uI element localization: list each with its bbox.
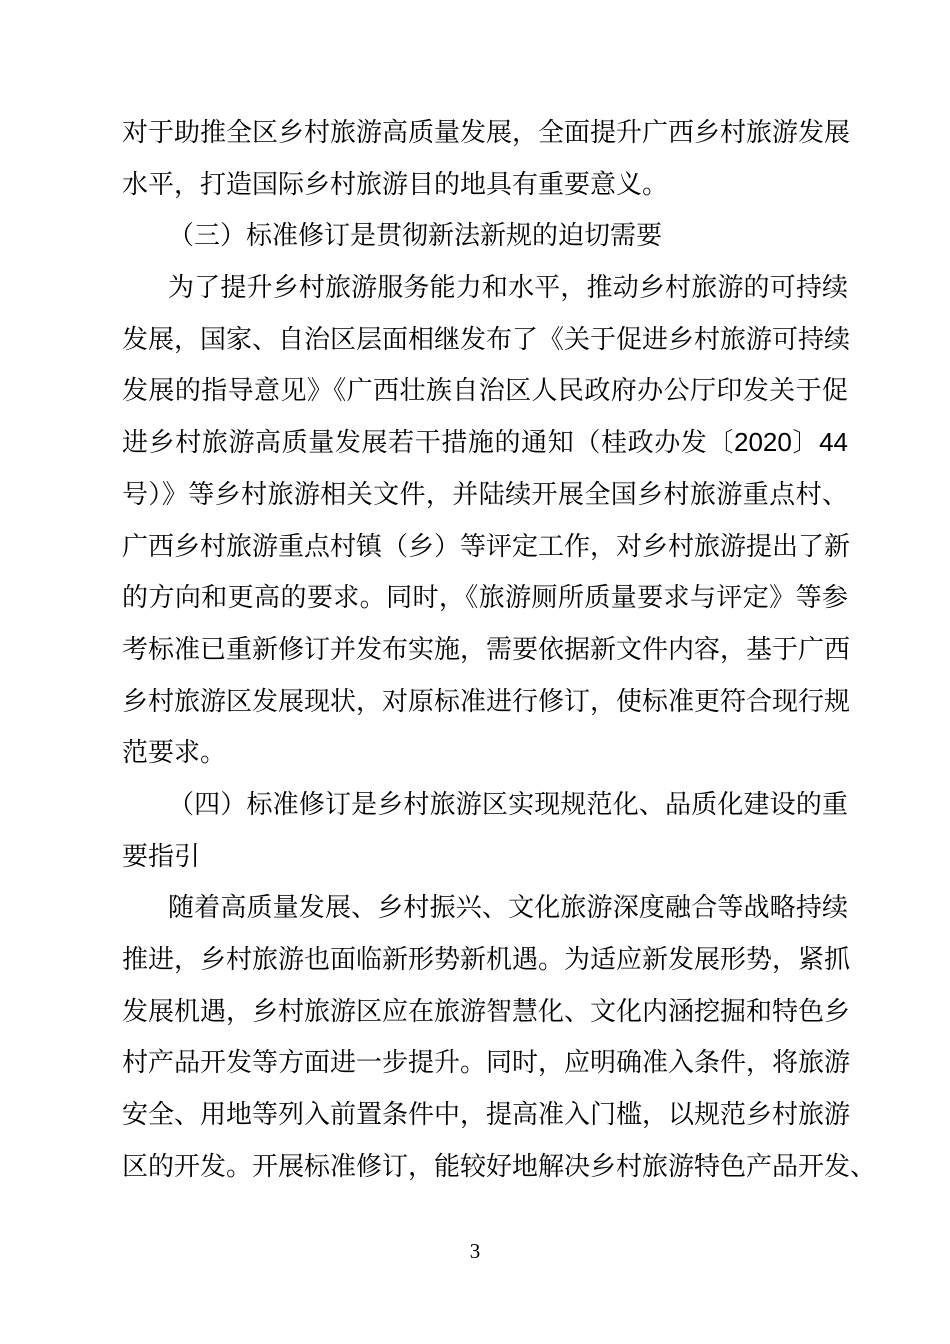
text-line: 随着高质量发展、乡村振兴、文化旅游深度融合等战略持续 bbox=[168, 892, 848, 923]
text-line: 村产品开发等方面进一步提升。同时，应明确准入条件，将旅游 bbox=[122, 1047, 851, 1078]
text-line: 发展，国家、自治区层面相继发布了《关于促进乡村旅游可持续 bbox=[122, 323, 851, 354]
heading-line: （三）标准修订是贯彻新法新规的迫切需要 bbox=[168, 220, 663, 251]
text-line: 进乡村旅游高质量发展若干措施的通知（桂政办发〔2020〕44 bbox=[122, 427, 848, 458]
heading-line: （四）标准修订是乡村旅游区实现规范化、品质化建设的重 bbox=[168, 788, 848, 819]
text-line: 推进，乡村旅游也面临新形势新机遇。为适应新发展形势，紧抓 bbox=[122, 944, 851, 974]
text-line: 安全、用地等列入前置条件中，提高准入门槛，以规范乡村旅游 bbox=[122, 1099, 851, 1130]
document-body bbox=[122, 107, 877, 1192]
text-line: 水平，打造国际乡村旅游目的地具有重要意义。 bbox=[122, 168, 669, 199]
text-line: 区的开发。开展标准修订，能较好地解决乡村旅游特色产品开发、 bbox=[122, 1150, 877, 1181]
text-line: 为了提升乡村旅游服务能力和水平，推动乡村旅游的可持续 bbox=[168, 272, 848, 303]
text-line: 发展的指导意见》《广西壮族自治区人民政府办公厅印发关于促 bbox=[122, 375, 848, 406]
text-line: 的方向和更高的要求。同时，《旅游厕所质量要求与评定》等参 bbox=[122, 582, 848, 613]
text-line: 对于助推全区乡村旅游高质量发展，全面提升广西乡村旅游发展 bbox=[122, 117, 851, 147]
page-number: 3 bbox=[469, 1239, 481, 1263]
text-line: 乡村旅游区发展现状，对原标准进行修订，使标准更符合现行规 bbox=[122, 685, 851, 716]
text-line: 考标准已重新修订并发布实施，需要依据新文件内容，基于广西 bbox=[122, 633, 851, 664]
heading-line: 要指引 bbox=[122, 840, 201, 871]
text-line: 范要求。 bbox=[122, 737, 227, 768]
text-line: 号）》等乡村旅游相关文件，并陆续开展全国乡村旅游重点村、 bbox=[122, 478, 848, 509]
text-line: 发展机遇，乡村旅游区应在旅游智慧化、文化内涵挖掘和特色乡 bbox=[122, 995, 851, 1026]
text-line: 广西乡村旅游重点村镇（乡）等评定工作，对乡村旅游提出了新 bbox=[122, 530, 851, 561]
